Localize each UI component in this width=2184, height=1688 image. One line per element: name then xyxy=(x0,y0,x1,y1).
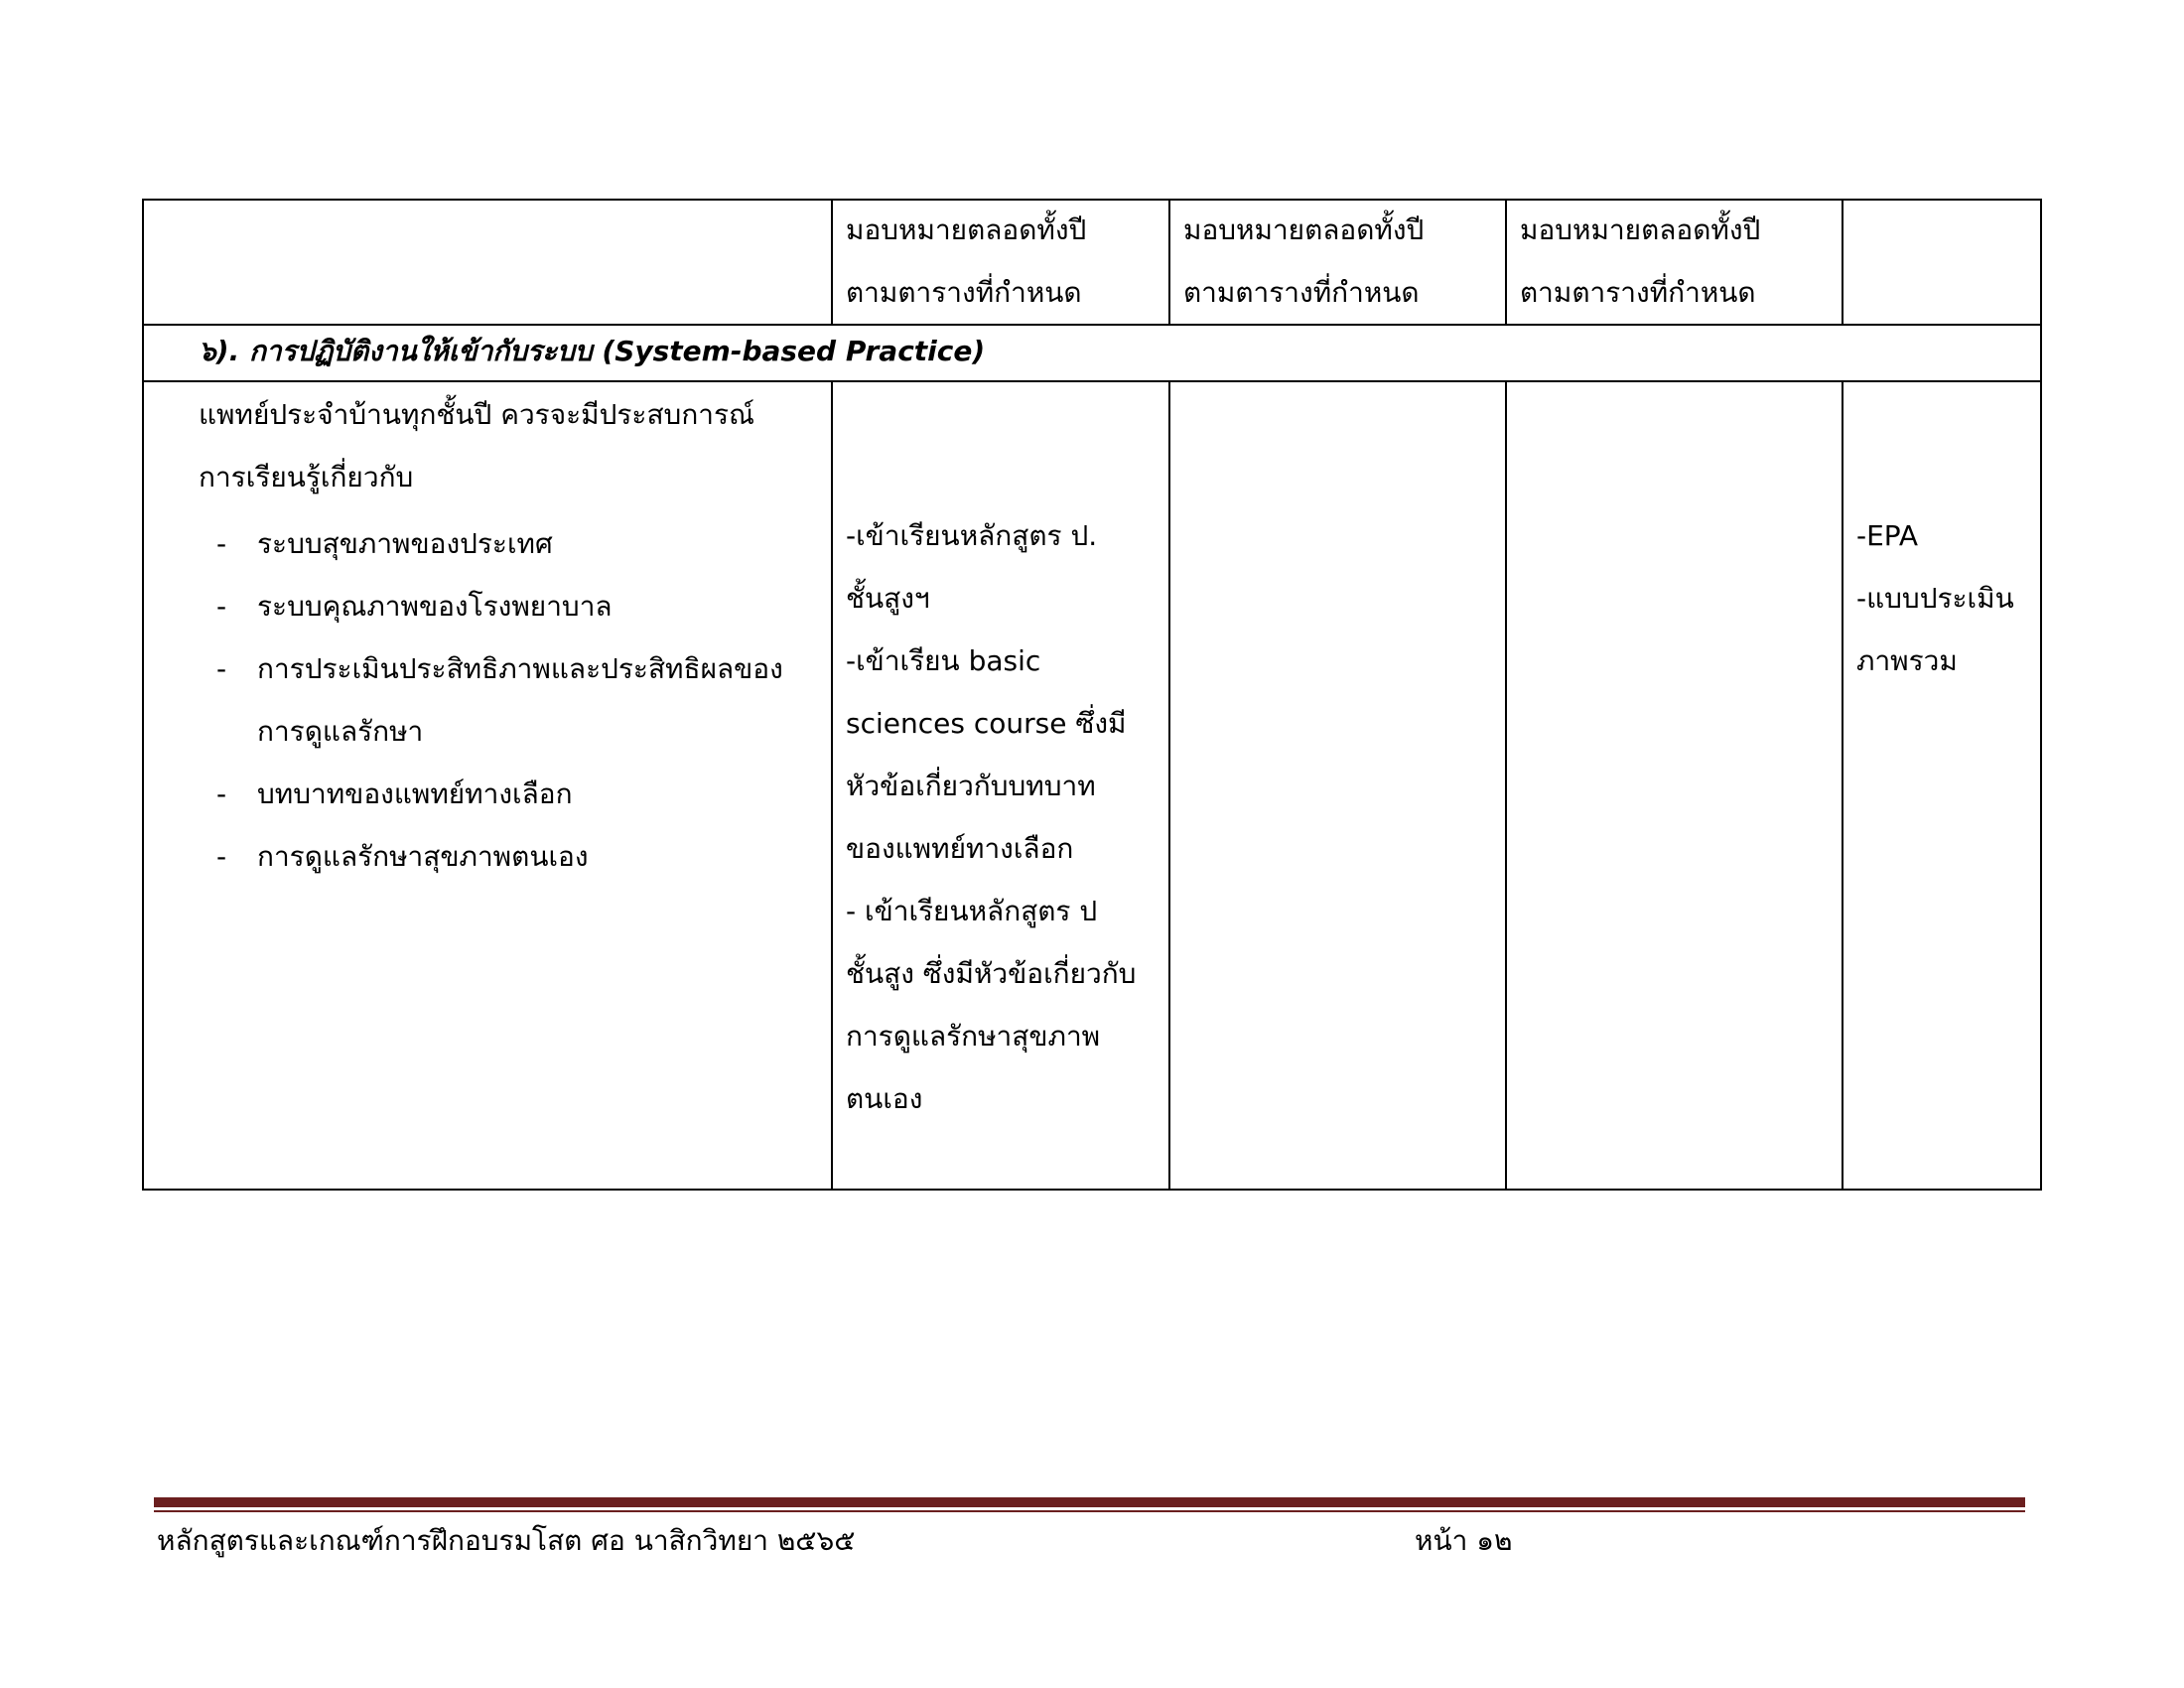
list-item-text: บทบาทของแพทย์ทางเลือก xyxy=(257,777,573,810)
list-item-text: ระบบคุณภาพของโรงพยาบาล xyxy=(257,590,613,623)
list-item xyxy=(216,512,783,575)
list-item-text: การดูแลรักษาสุขภาพตนเอง xyxy=(257,840,589,873)
bullet-marker: - xyxy=(216,652,227,685)
table-border-left xyxy=(142,199,144,1191)
row1-col4-text: มอบหมายตลอดทั้งปี ตามตารางที่กำหนด xyxy=(1520,213,1761,309)
table-col-divider xyxy=(1842,380,1843,1190)
table-col-divider xyxy=(1505,199,1507,325)
row3-col2-text: -เข้าเรียนหลักสูตร ป. ชั้นสูงฯ -เข้าเรียน basic sciences course ซึ่งมี หัวข้อเกี่ยวกับบทบาท ของแพทย์ทางเลือก - เข้าเรียนหลักสูตร ป ชั้นสูง ซึ่งมีหัวข้อเกี่ยวกับ การดูแลรักษาสุขภาพ ตนเอง xyxy=(846,519,1137,1115)
table-col-divider xyxy=(831,199,833,325)
table-col-divider xyxy=(1168,380,1170,1190)
bullet-marker: - xyxy=(216,840,227,873)
table-row-divider xyxy=(142,324,2042,326)
bullet-marker: - xyxy=(216,590,227,623)
footer-document-title: หลักสูตรและเกณฑ์การฝึกอบรมโสต ศอ นาสิกวิทยา ๒๕๖๕ xyxy=(157,1524,856,1557)
bullet-marker: - xyxy=(216,777,227,810)
list-item-text: ระบบสุขภาพของประเทศ xyxy=(257,527,553,560)
table-col-divider xyxy=(831,380,833,1190)
footer-rule xyxy=(154,1497,2025,1507)
section-title: ๖). การปฏิบัติงานให้เข้ากับระบบ (System-based Practice) xyxy=(199,335,986,367)
table-row-divider xyxy=(142,380,2042,382)
list-item xyxy=(216,637,783,763)
list-item xyxy=(216,763,783,825)
footer-rule-thin xyxy=(154,1510,2025,1512)
list-item xyxy=(216,575,783,637)
bullet-marker: - xyxy=(216,527,227,560)
table-col-divider xyxy=(1505,380,1507,1190)
list-item xyxy=(216,825,783,888)
table-border-right xyxy=(2040,199,2042,1191)
table-col-divider xyxy=(1168,199,1170,325)
row1-col3-text: มอบหมายตลอดทั้งปี ตามตารางที่กำหนด xyxy=(1183,213,1425,309)
row1-col2-text: มอบหมายตลอดทั้งปี ตามตารางที่กำหนด xyxy=(846,213,1087,309)
row3-col5-text: -EPA -แบบประเมิน ภาพรวม xyxy=(1856,519,2014,677)
table-col-divider xyxy=(1842,199,1843,325)
list-item-text: การประเมินประสิทธิภาพและประสิทธิผลของ การดูแลรักษา xyxy=(257,652,783,748)
table-border-bottom xyxy=(142,1189,2042,1191)
footer-page-number: หน้า ๑๒ xyxy=(1415,1524,1513,1557)
row3-intro-text: แพทย์ประจำบ้านทุกชั้นปี ควรจะมีประสบการณ์ การเรียนรู้เกี่ยวกับ xyxy=(199,398,755,493)
bullet-list xyxy=(216,512,783,888)
